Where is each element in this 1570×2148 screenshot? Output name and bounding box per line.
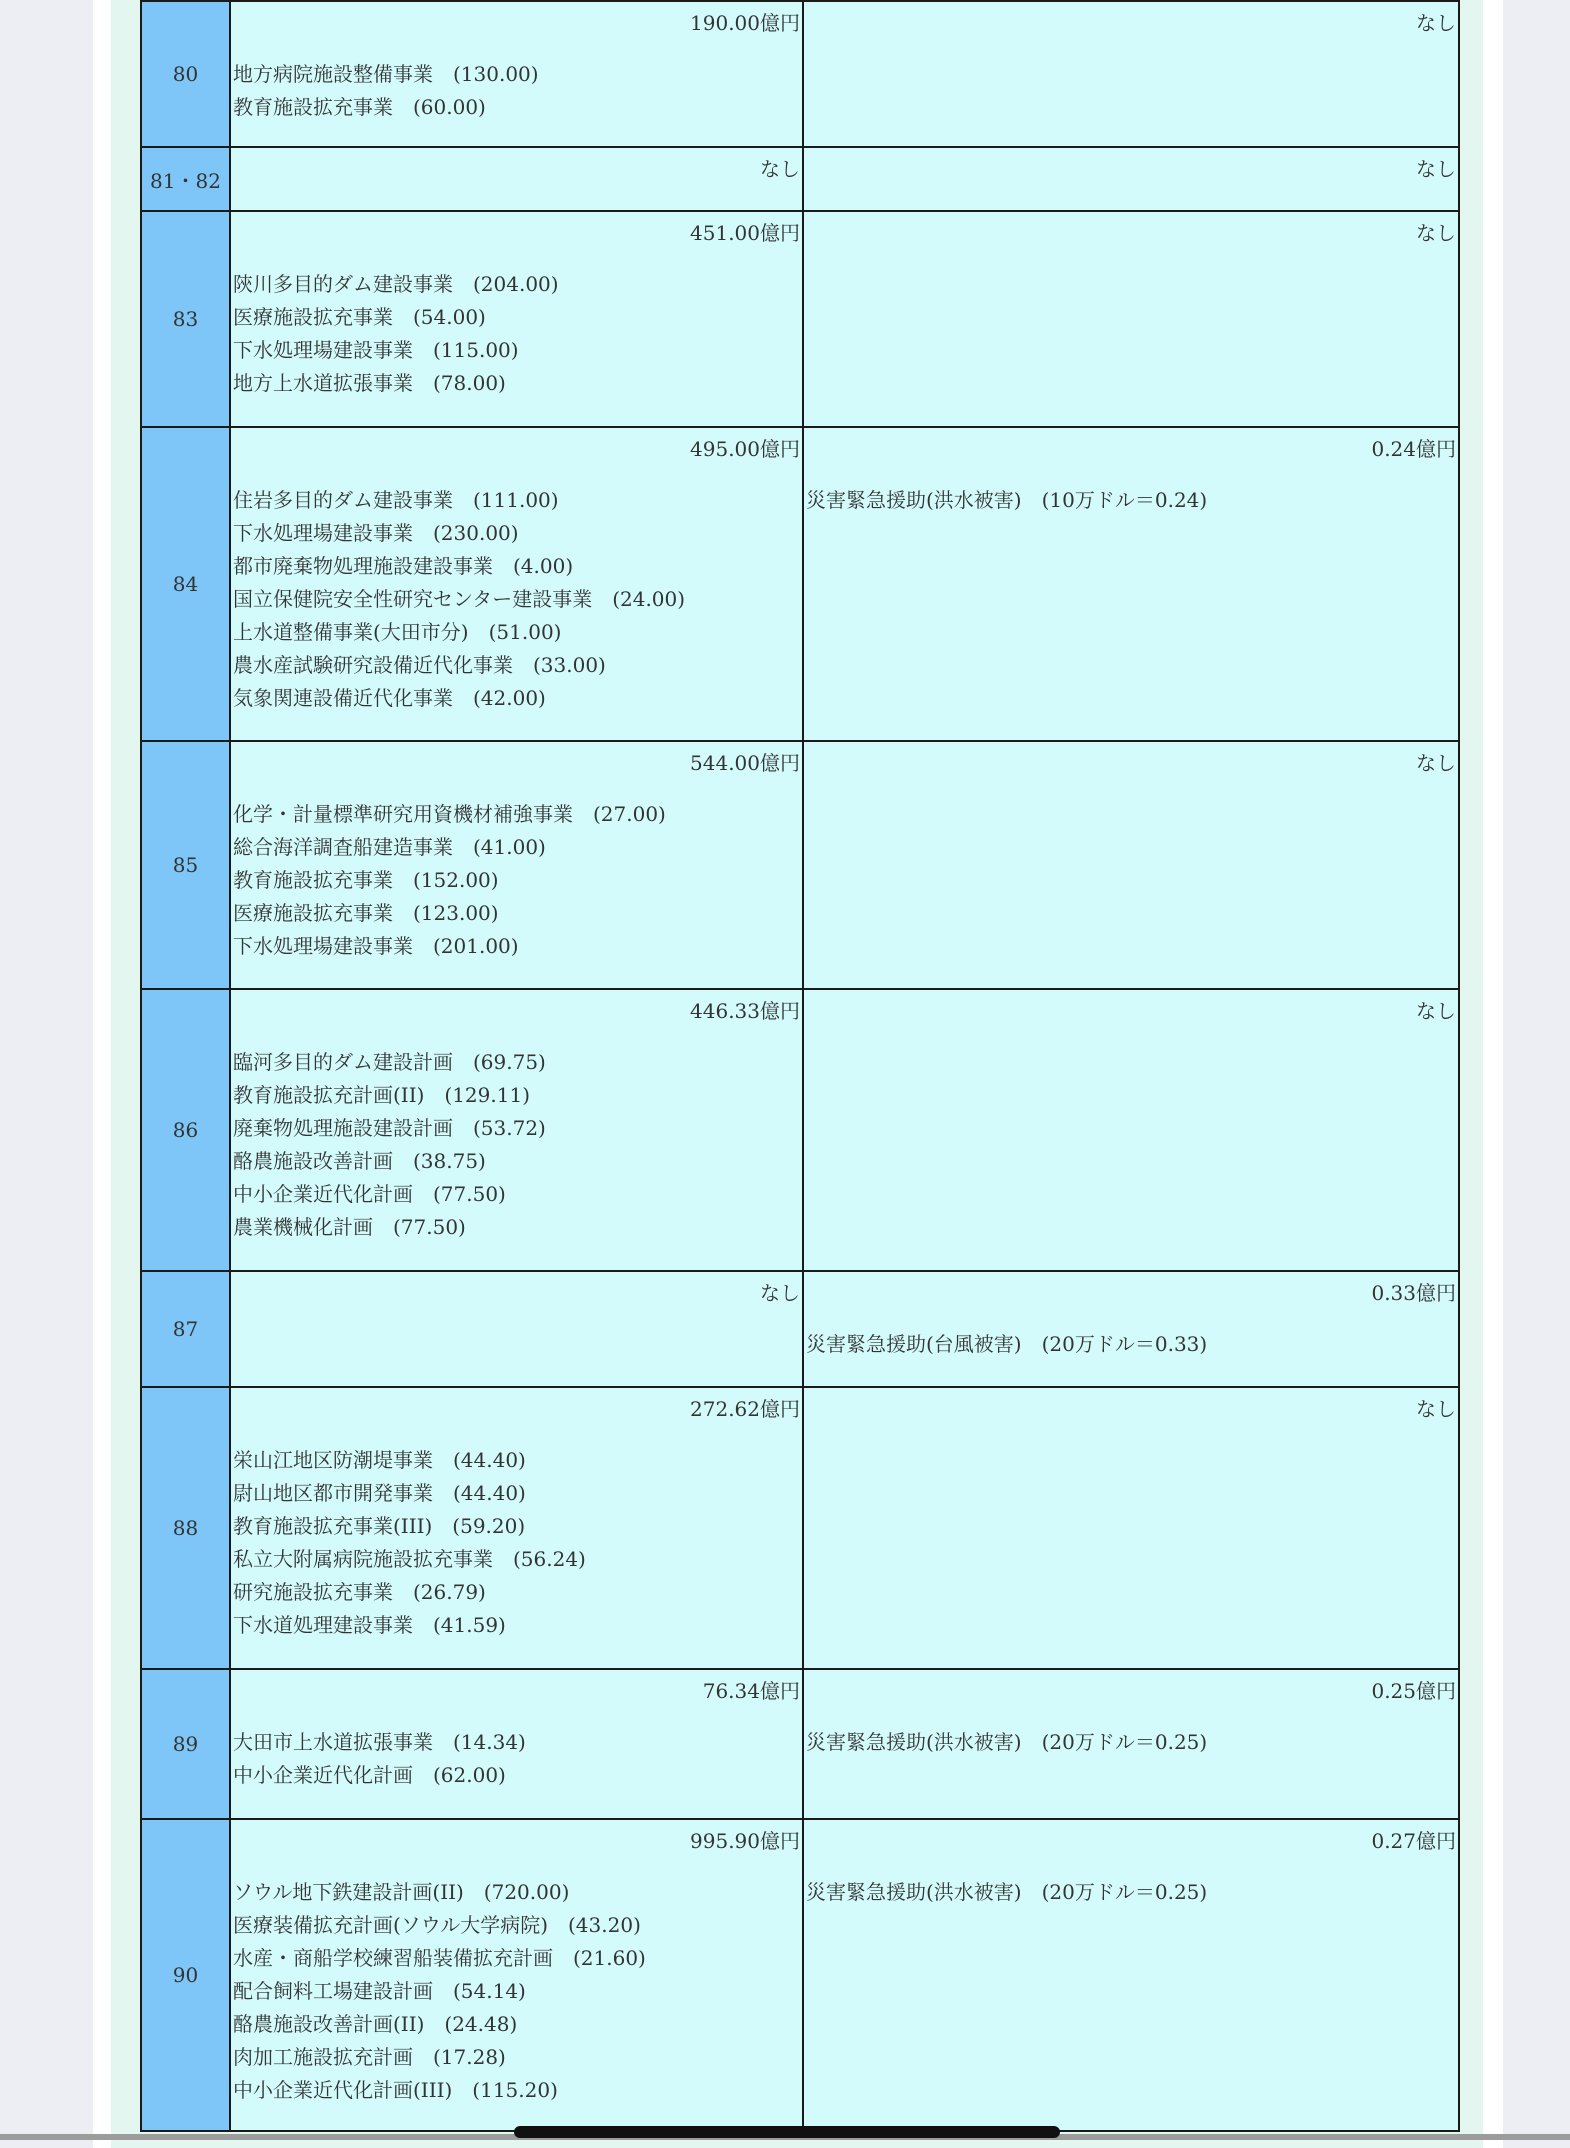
table-row (141, 1387, 1459, 1669)
table-row (141, 427, 1459, 741)
grant-cell (803, 1819, 1459, 2131)
loan-item-list (231, 1444, 802, 1642)
grant-cell (803, 989, 1459, 1271)
grant-cell (803, 427, 1459, 741)
loan-project-item: 酪農施設改善計画(II) (24.48) (233, 2012, 518, 2036)
loan-total: 446.33億円 (690, 999, 800, 1023)
loan-project-item: 下水処理場建設事業 (201.00) (233, 934, 519, 958)
grant-cell (803, 147, 1459, 211)
loan-item-list (231, 798, 802, 963)
year-cell: 88 (141, 1387, 230, 1669)
grant-total: なし (1416, 999, 1456, 1023)
grant-project-item: 災害緊急援助(台風被害) (20万ドル＝0.33) (806, 1332, 1208, 1356)
grant-total: 0.27億円 (1371, 1829, 1456, 1853)
grant-item-list (804, 1328, 1458, 1361)
loan-total: 995.90億円 (690, 1829, 800, 1853)
loan-item-list (231, 1876, 802, 2107)
loan-project-item: 中小企業近代化計画(III) (115.20) (233, 2078, 558, 2102)
grant-cell (803, 1271, 1459, 1387)
loan-project-item: 下水処理場建設事業 (115.00) (233, 338, 519, 362)
grant-total: なし (1416, 1397, 1456, 1421)
loan-cell (230, 1669, 803, 1819)
loan-project-item: 医療施設拡充事業 (54.00) (233, 305, 486, 329)
loan-project-item: 化学・計量標準研究用資機材補強事業 (27.00) (233, 802, 666, 826)
loan-project-item: 尉山地区都市開発事業 (44.40) (233, 1481, 526, 1505)
loan-project-item: 肉加工施設拡充計画 (17.28) (233, 2045, 506, 2069)
grant-total: なし (1416, 221, 1456, 245)
loan-item-list (231, 1726, 802, 1792)
grant-item-list (804, 1876, 1458, 1909)
year-cell: 84 (141, 427, 230, 741)
loan-project-item: 酪農施設改善計画 (38.75) (233, 1149, 486, 1173)
loan-project-item: 栄山江地区防潮堤事業 (44.40) (233, 1448, 526, 1472)
loan-cell (230, 147, 803, 211)
grant-item-list (804, 484, 1458, 517)
loan-project-item: 医療施設拡充事業 (123.00) (233, 901, 499, 925)
loan-project-item: 教育施設拡充事業 (152.00) (233, 868, 499, 892)
year-cell: 80 (141, 1, 230, 147)
loan-project-item: 住岩多目的ダム建設事業 (111.00) (233, 488, 559, 512)
loan-project-item: 配合飼料工場建設計画 (54.14) (233, 1979, 526, 2003)
loan-project-item: 都市廃棄物処理施設建設事業 (4.00) (233, 554, 574, 578)
year-cell: 89 (141, 1669, 230, 1819)
year-cell: 83 (141, 211, 230, 427)
grant-total: 0.25億円 (1371, 1679, 1456, 1703)
grant-total: なし (1416, 11, 1456, 35)
loan-project-item: 研究施設拡充事業 (26.79) (233, 1580, 486, 1604)
loan-project-item: 中小企業近代化計画 (62.00) (233, 1763, 506, 1787)
loan-total: 190.00億円 (690, 11, 800, 35)
loan-total: なし (760, 1281, 800, 1305)
loan-item-list (231, 1046, 802, 1244)
loan-project-item: 廃棄物処理施設建設計画 (53.72) (233, 1116, 546, 1140)
year-cell: 87 (141, 1271, 230, 1387)
grant-cell (803, 1669, 1459, 1819)
grant-project-item: 災害緊急援助(洪水被害) (20万ドル＝0.25) (806, 1880, 1208, 1904)
loan-cell (230, 211, 803, 427)
home-indicator[interactable] (514, 2126, 1060, 2138)
aid-table (140, 0, 1460, 2132)
loan-project-item: 私立大附属病院施設拡充事業 (56.24) (233, 1547, 586, 1571)
loan-cell (230, 1387, 803, 1669)
loan-project-item: ソウル地下鉄建設計画(II) (720.00) (233, 1880, 570, 1904)
loan-project-item: 下水処理場建設事業 (230.00) (233, 521, 519, 545)
loan-total: 495.00億円 (690, 437, 800, 461)
year-cell: 85 (141, 741, 230, 989)
loan-project-item: 地方上水道拡張事業 (78.00) (233, 371, 506, 395)
loan-total: 76.34億円 (702, 1679, 800, 1703)
loan-item-list (231, 268, 802, 400)
loan-project-item: 下水道処理建設事業 (41.59) (233, 1613, 506, 1637)
loan-project-item: 農業機械化計画 (77.50) (233, 1215, 466, 1239)
table-row (141, 1669, 1459, 1819)
loan-cell (230, 1819, 803, 2131)
loan-cell (230, 1271, 803, 1387)
year-cell: 81・82 (141, 147, 230, 211)
table-row (141, 1271, 1459, 1387)
loan-project-item: 国立保健院安全性研究センター建設事業 (24.00) (233, 587, 686, 611)
grant-cell (803, 1, 1459, 147)
grant-project-item: 災害緊急援助(洪水被害) (10万ドル＝0.24) (806, 488, 1208, 512)
loan-project-item: 臨河多目的ダム建設計画 (69.75) (233, 1050, 546, 1074)
grant-total: なし (1416, 157, 1456, 181)
loan-project-item: 地方病院施設整備事業 (130.00) (233, 62, 539, 86)
grant-cell (803, 1387, 1459, 1669)
table-row (141, 989, 1459, 1271)
year-cell: 86 (141, 989, 230, 1271)
grant-cell (803, 211, 1459, 427)
loan-project-item: 農水産試験研究設備近代化事業 (33.00) (233, 653, 606, 677)
loan-project-item: 陝川多目的ダム建設事業 (204.00) (233, 272, 559, 296)
loan-item-list (231, 58, 802, 124)
loan-project-item: 上水道整備事業(大田市分) (51.00) (233, 620, 562, 644)
grant-project-item: 災害緊急援助(洪水被害) (20万ドル＝0.25) (806, 1730, 1208, 1754)
loan-total: 544.00億円 (690, 751, 800, 775)
grant-total: なし (1416, 751, 1456, 775)
loan-project-item: 教育施設拡充計画(II) (129.11) (233, 1083, 530, 1107)
loan-item-list (231, 484, 802, 715)
loan-project-item: 気象関連設備近代化事業 (42.00) (233, 686, 546, 710)
loan-project-item: 水産・商船学校練習船装備拡充計画 (21.60) (233, 1946, 646, 1970)
loan-total: 272.62億円 (690, 1397, 800, 1421)
loan-project-item: 大田市上水道拡張事業 (14.34) (233, 1730, 526, 1754)
loan-cell (230, 989, 803, 1271)
loan-cell (230, 1, 803, 147)
table-row (141, 741, 1459, 989)
loan-project-item: 中小企業近代化計画 (77.50) (233, 1182, 506, 1206)
grant-total: 0.24億円 (1371, 437, 1456, 461)
year-cell: 90 (141, 1819, 230, 2131)
loan-total: 451.00億円 (690, 221, 800, 245)
loan-cell (230, 427, 803, 741)
loan-total: なし (760, 157, 800, 181)
loan-cell (230, 741, 803, 989)
table-row (141, 147, 1459, 211)
loan-project-item: 教育施設拡充事業 (60.00) (233, 95, 486, 119)
grant-total: 0.33億円 (1371, 1281, 1456, 1305)
loan-project-item: 医療装備拡充計画(ソウル大学病院) (43.20) (233, 1913, 641, 1937)
table-row (141, 1, 1459, 147)
grant-item-list (804, 1726, 1458, 1759)
loan-project-item: 教育施設拡充事業(III) (59.20) (233, 1514, 526, 1538)
table-row (141, 211, 1459, 427)
table-row (141, 1819, 1459, 2131)
grant-cell (803, 741, 1459, 989)
loan-project-item: 総合海洋調査船建造事業 (41.00) (233, 835, 546, 859)
